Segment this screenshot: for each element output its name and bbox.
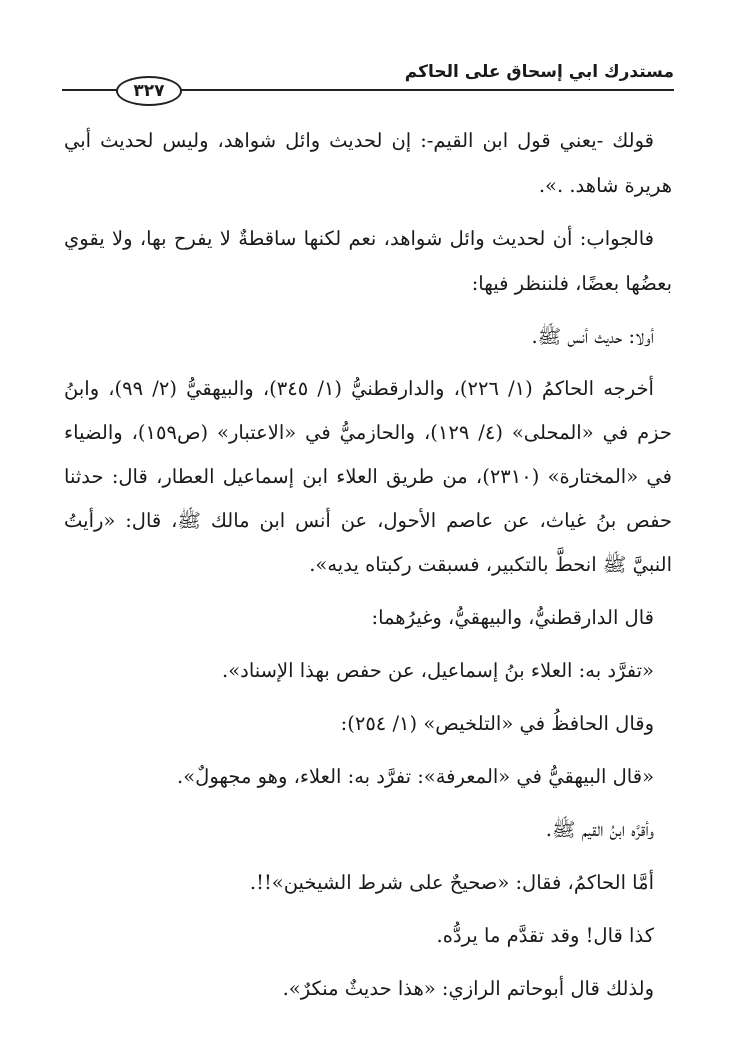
paragraph: ولذلك قال أبوحاتم الرازي: «هذا حديثٌ منكرٌ». bbox=[282, 977, 654, 1000]
page-body bbox=[64, 118, 672, 1019]
paragraph: قال الدارقطنيُّ، والبيهقيُّ، وغيرُهما: bbox=[371, 606, 654, 629]
paragraph: فالجواب: أن لحديث وائل شواهد، نعم لكنها ساقطةٌ لا يفرح بها، ولا يقوي بعضُها بعضًا، فلننظر فيها: bbox=[64, 227, 672, 295]
paragraph: أولا: حديث أنس ﷺ. bbox=[531, 325, 654, 348]
running-title: مستدرك ابي إسحاق على الحاكم bbox=[404, 62, 674, 82]
page-number: ٣٢٧ bbox=[116, 76, 182, 106]
paragraph: وقال الحافظُ في «التلخيص» (١/ ٢٥٤): bbox=[340, 712, 654, 735]
paragraph: أمَّا الحاكمُ، فقال: «صحيحٌ على شرط الشيخين»!!. bbox=[249, 871, 654, 894]
paragraph: «تفرَّد به: العلاء بنُ إسماعيل، عن حفص بهذا الإسناد». bbox=[222, 659, 654, 682]
paragraph: أخرجه الحاكمُ (١/ ٢٢٦)، والدارقطنيُّ (١/ ٣٤٥)، والبيهقيُّ (٢/ ٩٩)، وابنُ حزم في «المحلى» (٤/ ١٢٩)، والحازميُّ في «الاعتبار» (ص١٥٩)، والضياء في «المختارة» (٢٣١٠)، من طريق العلاء ابن إسماعيل العطار، قال: حدثنا حفص بنُ غياث، عن عاصم الأحول، عن أنس ابن مالك ﷺ، قال: «رأيتُ النبيَّ ﷺ انحطَّ بالتكبير، فسبقت ركبتاه يديه». bbox=[64, 377, 672, 576]
paragraph: قولك -يعني قول ابن القيم-: إن لحديث وائل شواهد، وليس لحديث أبي هريرة شاهد. .». bbox=[64, 129, 672, 197]
paragraph: «قال البيهقيُّ في «المعرفة»: تفرَّد به: العلاء، وهو مجهولٌ». bbox=[177, 765, 654, 788]
page-header bbox=[62, 58, 674, 101]
paragraph: وأقرَّه ابنُ القيم ﷺ. bbox=[545, 818, 654, 841]
paragraph: كذا قال! وقد تقدَّم ما يردُّه. bbox=[436, 924, 654, 947]
